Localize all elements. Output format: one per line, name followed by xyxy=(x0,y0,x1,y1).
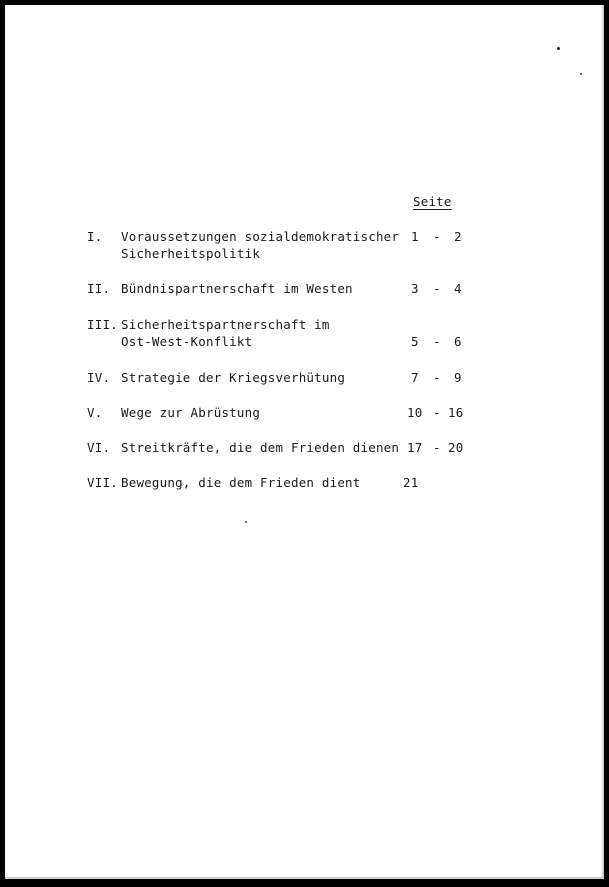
toc-page-sep-3: - xyxy=(433,334,441,349)
toc-title-4-line-1: Strategie der Kriegsverhütung xyxy=(121,370,346,385)
toc-page-to-6: 20 xyxy=(448,440,464,455)
toc-title-1-line-1: Voraussetzungen sozialdemokratischer xyxy=(121,229,400,244)
scan-speck xyxy=(557,47,560,50)
toc-numeral-6: VI. xyxy=(87,440,111,455)
toc-page-sep-4: - xyxy=(433,370,441,385)
scanned-page xyxy=(5,5,604,879)
toc-page-to-3: 6 xyxy=(454,334,462,349)
toc-title-2-line-1: Bündnispartnerschaft im Westen xyxy=(121,281,353,296)
toc-numeral-2: II. xyxy=(87,281,111,296)
toc-numeral-1: I. xyxy=(87,229,103,244)
toc-page-to-1: 2 xyxy=(454,229,462,244)
toc-page-from-7: 21 xyxy=(403,475,419,490)
toc-title-5-line-1: Wege zur Abrüstung xyxy=(121,405,261,420)
toc-page-from-6: 17 xyxy=(407,440,423,455)
toc-title-1-line-2: Sicherheitspolitik xyxy=(121,246,261,261)
toc-title-6-line-1: Streitkräfte, die dem Frieden dienen xyxy=(121,440,400,455)
toc-page-from-3: 5 xyxy=(411,334,419,349)
toc-title-3-line-1: Sicherheitspartnerschaft im xyxy=(121,317,330,332)
pages-column-label: Seite xyxy=(413,194,452,209)
toc-page-sep-5: - xyxy=(433,405,441,420)
toc-numeral-3: III. xyxy=(87,317,118,332)
toc-page-to-5: 16 xyxy=(448,405,464,420)
scan-speck xyxy=(580,73,582,75)
toc-title-7-line-1: Bewegung, die dem Frieden dient xyxy=(121,475,361,490)
toc-page-from-1: 1 xyxy=(411,229,419,244)
toc-page-sep-6: - xyxy=(433,440,441,455)
toc-numeral-7: VII. xyxy=(87,475,118,490)
toc-page-from-2: 3 xyxy=(411,281,419,296)
toc-numeral-4: IV. xyxy=(87,370,111,385)
scan-speck xyxy=(245,521,247,523)
toc-page-sep-2: - xyxy=(433,281,441,296)
toc-page-sep-1: - xyxy=(433,229,441,244)
scan-edge-bottom xyxy=(5,877,604,879)
scan-edge-right xyxy=(601,5,604,879)
toc-page-from-4: 7 xyxy=(411,370,419,385)
toc-page-from-5: 10 xyxy=(407,405,423,420)
toc-page-to-4: 9 xyxy=(454,370,462,385)
toc-numeral-5: V. xyxy=(87,405,103,420)
toc-page-to-2: 4 xyxy=(454,281,462,296)
toc-title-3-line-2: Ost-West-Konflikt xyxy=(121,334,253,349)
